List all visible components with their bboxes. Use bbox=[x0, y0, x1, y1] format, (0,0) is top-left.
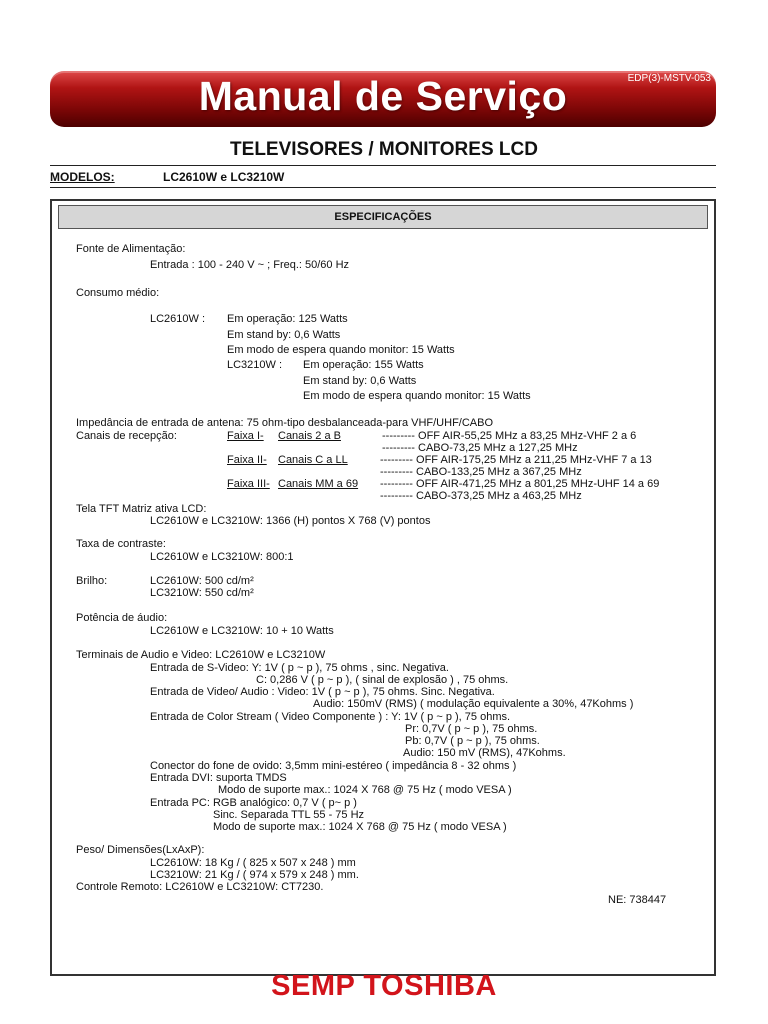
document-code: EDP(3)-MSTV-053 bbox=[627, 73, 711, 84]
color-stream-audio: Audio: 150 mV (RMS), 47Kohms. bbox=[403, 747, 566, 759]
band-2-cable: --------- CABO-133,25 MHz a 367,25 MHz bbox=[380, 466, 582, 478]
band-3-cable: --------- CABO-373,25 MHz a 463,25 MHz bbox=[380, 490, 582, 502]
color-stream-pr: Pr: 0,7V ( p ~ p ), 75 ohms. bbox=[405, 723, 538, 735]
divider-bottom bbox=[50, 187, 716, 188]
band-1-label: Faixa I- bbox=[227, 430, 264, 442]
specifications-box bbox=[50, 199, 716, 976]
band-3-label: Faixa III- bbox=[227, 478, 270, 490]
antenna-impedance: Impedância de entrada de antena: 75 ohm-tipo desbalanceada-para VHF/UHF/CABO bbox=[76, 417, 494, 429]
dvi-input: Entrada DVI: suporta TMDS bbox=[150, 772, 287, 784]
band-1-cable: --------- CABO-73,25 MHz a 127,25 MHz bbox=[382, 442, 578, 454]
color-stream-input: Entrada de Color Stream ( Video Componente ) : Y: 1V ( p ~ p ), 75 ohms. bbox=[150, 711, 511, 723]
lc2610-operation: Em operação: 125 Watts bbox=[227, 313, 348, 325]
weight-lc2610: LC2610W: 18 Kg / ( 825 x 507 x 248 ) mm bbox=[150, 857, 356, 869]
audio-power-label: Potência de áudio: bbox=[76, 612, 168, 624]
lc3210-label: LC3210W : bbox=[227, 359, 283, 371]
band-2-offair: --------- OFF AIR-175,25 MHz a 211,25 MHz-VHF 7 a 13 bbox=[380, 454, 652, 466]
video-input: Entrada de Video/ Audio : Video: 1V ( p ~ p ), 75 ohms. Sinc. Negativa. bbox=[150, 686, 495, 698]
manual-title: Manual de Serviço bbox=[198, 73, 568, 119]
consumption-label: Consumo médio: bbox=[76, 287, 160, 299]
headphone-connector: Conector do fone de ovido: 3,5mm mini-estéreo ( impedância 8 - 32 ohms ) bbox=[150, 760, 517, 772]
divider-top bbox=[50, 165, 716, 166]
lc2610-standby: Em stand by: 0,6 Watts bbox=[227, 329, 341, 341]
weight-label: Peso/ Dimensões(LxAxP): bbox=[76, 844, 205, 856]
band-2-label: Faixa II- bbox=[227, 454, 267, 466]
tft-value: LC2610W e LC3210W: 1366 (H) pontos X 768 (V) pontos bbox=[150, 515, 431, 527]
brightness-lc3210: LC3210W: 550 cd/m² bbox=[150, 587, 254, 599]
band-1-offair: --------- OFF AIR-55,25 MHz a 83,25 MHz-VHF 2 a 6 bbox=[382, 430, 637, 442]
lc2610-label: LC2610W : bbox=[150, 313, 206, 325]
models-label: MODELOS: bbox=[50, 170, 115, 184]
brightness-lc2610: LC2610W: 500 cd/m² bbox=[150, 575, 254, 587]
audio-power-value: LC2610W e LC3210W: 10 + 10 Watts bbox=[150, 625, 334, 637]
remote-control: Controle Remoto: LC2610W e LC3210W: CT7230. bbox=[76, 881, 324, 893]
power-value: Entrada : 100 - 240 V ~ ; Freq.: 50/60 Hz bbox=[150, 259, 350, 271]
svideo-y: Entrada de S-Video: Y: 1V ( p ~ p ), 75 ohms , sinc. Negativa. bbox=[150, 662, 449, 674]
band-3-channels: Canais MM a 69 bbox=[278, 478, 359, 490]
brightness-label: Brilho: bbox=[76, 575, 108, 587]
lc3210-standby: Em stand by: 0,6 Watts bbox=[303, 375, 417, 387]
band-2-channels: Canais C a LL bbox=[278, 454, 348, 466]
weight-lc3210: LC3210W: 21 Kg / ( 974 x 579 x 248 ) mm. bbox=[150, 869, 359, 881]
pc-input: Entrada PC: RGB analógico: 0,7 V ( p~ p ) bbox=[150, 797, 357, 809]
band-3-offair: --------- OFF AIR-471,25 MHz a 801,25 MHz-UHF 14 a 69 bbox=[380, 478, 660, 490]
power-label: Fonte de Alimentação: bbox=[76, 243, 186, 255]
lc3210-monitor-mode: Em modo de espera quando monitor: 15 Watts bbox=[303, 390, 531, 402]
document-subtitle: TELEVISORES / MONITORES LCD bbox=[230, 139, 538, 160]
pc-mode: Modo de suporte max.: 1024 X 768 @ 75 Hz ( modo VESA ) bbox=[213, 821, 507, 833]
pc-sync: Sinc. Separada TTL 55 - 75 Hz bbox=[213, 809, 365, 821]
tft-label: Tela TFT Matriz ativa LCD: bbox=[76, 503, 207, 515]
band-1-channels: Canais 2 a B bbox=[278, 430, 341, 442]
color-stream-pb: Pb: 0,7V ( p ~ p ), 75 ohms. bbox=[405, 735, 540, 747]
dvi-mode: Modo de suporte max.: 1024 X 768 @ 75 Hz ( modo VESA ) bbox=[218, 784, 512, 796]
channels-label: Canais de recepção: bbox=[76, 430, 177, 442]
ne-number: NE: 738447 bbox=[608, 894, 667, 906]
contrast-label: Taxa de contraste: bbox=[76, 538, 166, 550]
audio-input: Audio: 150mV (RMS) ( modulação equivalente a 30%, 47Kohms ) bbox=[313, 698, 634, 710]
svideo-c: C: 0,286 V ( p ~ p ), ( sinal de explosão ) , 75 ohms. bbox=[256, 674, 509, 686]
lc3210-operation: Em operação: 155 Watts bbox=[303, 359, 424, 371]
models-value: LC2610W e LC3210W bbox=[163, 170, 285, 184]
specifications-header: ESPECIFICAÇÕES bbox=[58, 205, 708, 229]
contrast-value: LC2610W e LC3210W: 800:1 bbox=[150, 551, 294, 563]
terminals-label: Terminais de Audio e Video: LC2610W e LC3210W bbox=[76, 649, 326, 661]
brand-logo: SEMP TOSHIBA bbox=[271, 970, 497, 1002]
lc2610-monitor-mode: Em modo de espera quando monitor: 15 Watts bbox=[227, 344, 455, 356]
title-banner bbox=[50, 71, 716, 127]
